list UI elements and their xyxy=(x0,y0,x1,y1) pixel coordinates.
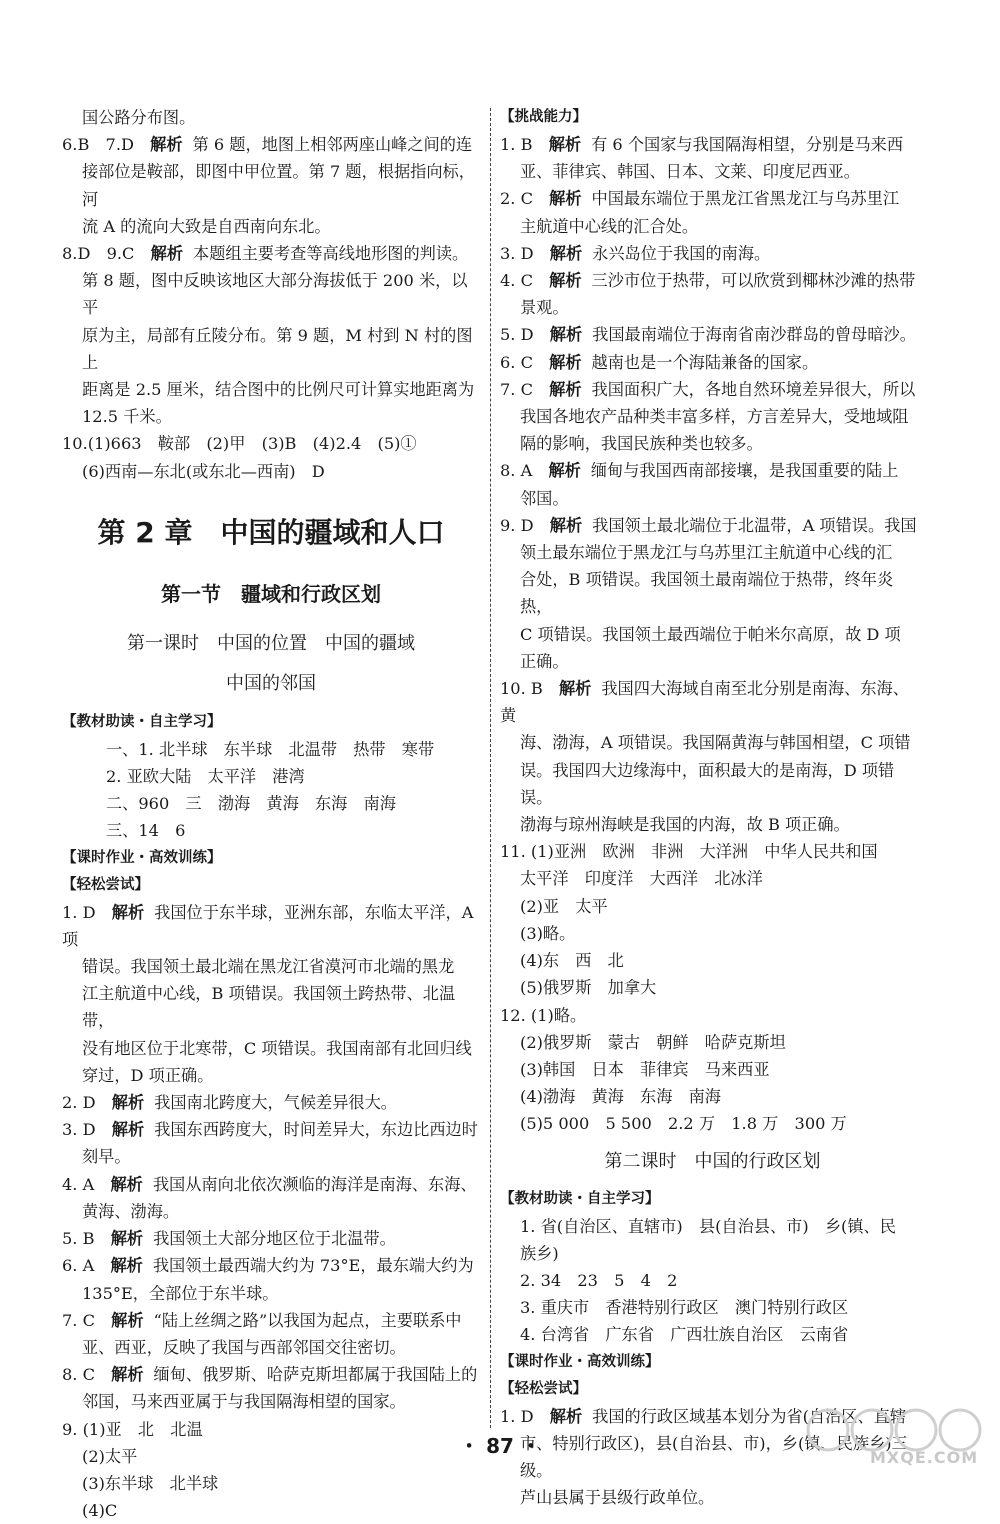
analysis-keyword: 解析 xyxy=(549,189,582,209)
line-text: 2. C xyxy=(500,189,550,209)
line-text: 5. D xyxy=(500,325,550,345)
text-line xyxy=(500,1110,925,1137)
text-line xyxy=(500,376,925,403)
section-heading: 【课时作业・高效训练】 xyxy=(500,1353,660,1370)
line-text: (5)俄罗斯 加拿大 xyxy=(520,978,657,998)
text-line xyxy=(500,403,925,430)
line-text: 2. D xyxy=(62,1093,112,1113)
analysis-keyword: 解析 xyxy=(111,1120,145,1140)
analysis-text: 我国东西跨度大，时间差异大，东边比西边时 xyxy=(154,1120,478,1140)
text-line xyxy=(62,1225,480,1252)
line-text: 1. B xyxy=(500,135,549,154)
text-line xyxy=(500,213,925,240)
line-text: 8.D 9.C xyxy=(62,244,151,264)
line-text: 7. C xyxy=(500,379,550,399)
text-line xyxy=(62,158,480,212)
analysis-keyword: 解析 xyxy=(549,379,582,399)
line-text: 距离是 2.5 厘米，结合图中的比例尺可计算实地距离为 xyxy=(82,380,475,400)
analysis-keyword: 解析 xyxy=(549,325,583,345)
text-line xyxy=(62,322,480,376)
analysis-keyword: 解析 xyxy=(111,1093,145,1113)
line-text: 邻国，马来西亚属于与我国隔海相望的国家。 xyxy=(82,1392,406,1412)
analysis-keyword: 解析 xyxy=(111,1365,144,1385)
text-line xyxy=(500,1213,925,1240)
line-text: 12. (1)略。 xyxy=(500,1005,587,1025)
line-text: 黄海、渤海。 xyxy=(82,1201,180,1221)
text-line xyxy=(500,539,925,566)
text-line xyxy=(62,1388,480,1415)
lesson-1-title-line-1: 第一课时 中国的位置 中国的疆域 xyxy=(127,632,415,654)
analysis-text: 三沙市位于热带，可以欣赏到椰林沙滩的热带 xyxy=(591,271,916,291)
text-line xyxy=(62,1171,480,1198)
text-line xyxy=(500,1240,925,1267)
text-line xyxy=(62,1361,480,1388)
text-line xyxy=(62,267,480,321)
line-text: 刻早。 xyxy=(82,1147,131,1167)
text-line xyxy=(62,403,480,430)
text-line xyxy=(500,485,925,512)
line-text: 第 8 题，图中反映该地区大部分海拔低于 200 米，以平 xyxy=(82,271,468,318)
analysis-text: 越南也是一个海陆兼备的国家。 xyxy=(591,352,819,372)
text-line xyxy=(500,240,925,267)
line-text: (3)东半球 北半球 xyxy=(82,1473,219,1493)
text-line xyxy=(62,899,480,953)
text-line xyxy=(500,811,925,838)
line-text: 我国各地农产品种类丰富多样，方言差异大，受地域阻 xyxy=(520,407,909,427)
text-line xyxy=(500,974,925,1001)
line-text: 二、960 三 渤海 黄海 东海 南海 xyxy=(106,794,396,814)
text-line xyxy=(62,240,480,267)
line-text: 9. (1)亚 北 北温 xyxy=(62,1419,203,1439)
left-answers-top xyxy=(62,104,480,485)
section-heading: 【轻松尝试】 xyxy=(500,1380,587,1397)
text-line xyxy=(62,953,480,980)
line-text: 国公路分布图。 xyxy=(82,108,196,127)
analysis-text: 我国位于东半球，亚洲东部，东临太平洋，A 项 xyxy=(62,902,479,949)
analysis-text: 缅甸与我国西南部接壤，是我国重要的陆上 xyxy=(590,461,899,481)
text-line xyxy=(62,1143,480,1170)
analysis-text: 永兴岛位于我国的南海。 xyxy=(592,243,771,263)
line-text: 1. D xyxy=(62,902,112,922)
analysis-text: 我国领土大部分地区位于北温带。 xyxy=(153,1229,396,1249)
right-answers-top xyxy=(500,104,925,1138)
lesson-1-title-line-2: 中国的邻国 xyxy=(226,672,316,694)
analysis-text: “陆上丝绸之路”以我国为起点，主要联系中 xyxy=(153,1310,462,1330)
line-text: 穿过，D 项正确。 xyxy=(82,1065,214,1085)
text-line xyxy=(62,1035,480,1062)
text-line xyxy=(62,131,480,158)
text-line xyxy=(62,1252,480,1279)
line-text: 主航道中心线的汇合处。 xyxy=(520,216,699,236)
analysis-keyword: 解析 xyxy=(150,135,183,155)
analysis-keyword: 解析 xyxy=(549,243,583,263)
text-line xyxy=(500,1029,925,1056)
line-text: 海、渤海，A 项错误。我国隔黄海与韩国相望，C 项错 xyxy=(520,733,911,753)
line-text: 1. 省(自治区、直辖市) 县(自治县、市) 乡(镇、民 xyxy=(520,1216,896,1236)
text-line xyxy=(500,321,925,348)
text-line xyxy=(500,838,925,865)
line-text: 芦山县属于县级行政单位。 xyxy=(520,1488,715,1508)
text-line xyxy=(62,1334,480,1361)
line-text: (5)5 000 5 500 2.2 万 1.8 万 300 万 xyxy=(520,1114,847,1134)
text-line xyxy=(500,947,925,974)
line-text: 三、14 6 xyxy=(106,821,186,841)
text-line xyxy=(500,131,925,158)
line-text: 8. A xyxy=(500,461,549,481)
line-text: (4)C xyxy=(82,1501,118,1521)
line-text: 族乡) xyxy=(520,1243,559,1263)
line-text: 没有地区位于北寒带，C 项错误。我国南部有北回归线 xyxy=(82,1038,472,1058)
text-line xyxy=(62,1497,480,1524)
line-text: 江主航道中心线，B 项错误。我国领土跨热带、北温带， xyxy=(82,984,456,1031)
text-line xyxy=(500,621,925,648)
line-text: 正确。 xyxy=(520,651,569,671)
text-line xyxy=(62,458,480,485)
line-text: (3)略。 xyxy=(520,923,576,943)
line-text: (6)西南—东北(或东北—西南) D xyxy=(82,461,325,481)
line-text: (3)韩国 日本 菲律宾 马来西亚 xyxy=(520,1059,770,1079)
analysis-text: 我国领土最北端位于北温带，A 项错误。我国 xyxy=(592,515,917,535)
text-line xyxy=(500,566,925,620)
chapter-title: 第 2 章 中国的疆域和人口 xyxy=(97,515,445,549)
text-line xyxy=(500,893,925,920)
text-line xyxy=(500,1321,925,1348)
line-text: 3. 重庆市 香港特别行政区 澳门特别行政区 xyxy=(520,1298,849,1318)
section-title: 第一节 疆域和行政区划 xyxy=(161,581,381,606)
line-text: 错误。我国领土最北端在黑龙江省漠河市北端的黑龙 xyxy=(82,957,455,977)
text-line xyxy=(500,1056,925,1083)
text-line xyxy=(500,648,925,675)
line-text: 流 A 的流向大致是自西南向东北。 xyxy=(82,216,331,236)
analysis-text: 我国四大海域自南至北分别是南海、东海、黄 xyxy=(500,679,909,726)
analysis-text: 我国最南端位于海南省南沙群岛的曾母暗沙。 xyxy=(592,325,916,345)
line-text: 误。我国四大边缘海中，面积最大的是南海，D 项错误。 xyxy=(520,760,895,807)
analysis-text: 本题组主要考查等高线地形图的判读。 xyxy=(193,244,469,264)
text-line xyxy=(62,1280,480,1307)
lesson-2-title: 第二课时 中国的行政区划 xyxy=(604,1150,821,1172)
analysis-keyword: 解析 xyxy=(549,271,582,291)
line-text: 12.5 千米。 xyxy=(82,407,172,427)
section-heading: 【挑战能力】 xyxy=(500,109,587,125)
right-column xyxy=(500,104,925,1511)
left-answers-bottom xyxy=(62,709,480,1524)
section-heading: 【课时作业・高效训练】 xyxy=(62,849,222,866)
text-line xyxy=(500,757,925,811)
section-heading: 【教材助读・自主学习】 xyxy=(62,713,222,730)
line-text: 4. A xyxy=(62,1174,111,1194)
text-line xyxy=(500,349,925,376)
line-text: C 项错误。我国领土最西端位于帕米尔高原，故 D 项 xyxy=(520,624,901,644)
line-text: 6. C xyxy=(500,352,550,372)
line-text: 领土最东端位于黑龙江与乌苏里江主航道中心线的汇 xyxy=(520,543,893,563)
section-heading: 【轻松尝试】 xyxy=(62,876,149,893)
analysis-text: 第 6 题，地图上相邻两座山峰之间的连 xyxy=(192,135,473,155)
text-line xyxy=(62,1470,480,1497)
analysis-text: 我国的行政区域基本划分为省(自治区、直辖 xyxy=(592,1406,907,1426)
text-line xyxy=(62,104,480,131)
text-line xyxy=(62,1116,480,1143)
line-text: (4)渤海 黄海 东海 南海 xyxy=(520,1087,721,1107)
line-text: 接部位是鞍部，即图中甲位置。第 7 题，根据指向标，河 xyxy=(82,162,475,209)
analysis-keyword: 解析 xyxy=(110,1229,144,1249)
line-text: 11. (1)亚洲 欧洲 非洲 大洋洲 中华人民共和国 xyxy=(500,842,878,862)
line-text: 邻国。 xyxy=(520,488,569,508)
line-text: 渤海与琼州海峡是我国的内海，故 B 项正确。 xyxy=(520,815,850,835)
line-text: 一、1. 北半球 东半球 北温带 热带 寒带 xyxy=(106,739,435,759)
line-text: 6. A xyxy=(62,1256,111,1276)
text-line xyxy=(62,430,480,457)
line-text: 4. C xyxy=(500,271,550,291)
left-column xyxy=(62,104,480,1524)
page-number: ・ 87 ・ xyxy=(459,1434,541,1458)
analysis-keyword: 解析 xyxy=(548,135,582,154)
line-text: 太平洋 印度洋 大西洋 北冰洋 xyxy=(520,869,763,889)
line-text: 隔的影响，我国民族种类也较多。 xyxy=(520,434,763,454)
text-line xyxy=(62,1198,480,1225)
line-text: 10.(1)663 鞍部 (2)甲 (3)B (4)2.4 (5)① xyxy=(62,434,417,454)
analysis-keyword: 解析 xyxy=(549,352,582,372)
text-line xyxy=(500,158,925,185)
column-divider xyxy=(490,108,491,1428)
text-line xyxy=(500,185,925,212)
text-line xyxy=(62,980,480,1034)
text-line xyxy=(500,1002,925,1029)
text-line xyxy=(500,457,925,484)
analysis-keyword: 解析 xyxy=(150,244,184,264)
line-text: (2)俄罗斯 蒙古 朝鲜 哈萨克斯坦 xyxy=(520,1032,786,1052)
analysis-text: 我国领土最西端大约为 73°E，最东端大约为 xyxy=(152,1256,474,1276)
line-text: 市、特别行政区)，县(自治县、市)，乡(镇、民族乡)三级。 xyxy=(520,1433,908,1480)
analysis-text: 中国最东端位于黑龙江省黑龙江与乌苏里江 xyxy=(591,189,900,209)
text-line xyxy=(62,790,480,817)
text-line xyxy=(500,294,925,321)
line-text: 6.B 7.D xyxy=(62,135,151,155)
analysis-text: 缅甸、俄罗斯、哈萨克斯坦都属于我国陆上的 xyxy=(153,1365,478,1385)
line-text: 3. D xyxy=(500,243,550,263)
line-text: 亚、菲律宾、韩国、日本、文莱、印度尼西亚。 xyxy=(520,162,860,182)
line-text: 亚、西亚，反映了我国与西部邻国交往密切。 xyxy=(82,1337,406,1357)
text-line xyxy=(62,1062,480,1089)
analysis-keyword: 解析 xyxy=(549,1406,583,1426)
analysis-keyword: 解析 xyxy=(111,902,145,922)
analysis-keyword: 解析 xyxy=(549,515,583,535)
line-text: 合处，B 项错误。我国领土最南端位于热带，终年炎热， xyxy=(520,570,894,617)
line-text: 4. 台湾省 广东省 广西壮族自治区 云南省 xyxy=(520,1325,849,1345)
analysis-keyword: 解析 xyxy=(110,1174,143,1194)
line-text: 3. D xyxy=(62,1120,112,1140)
line-text: 2. 34 23 5 4 2 xyxy=(520,1270,678,1290)
line-text: 10. B xyxy=(500,679,559,699)
text-line xyxy=(500,430,925,457)
text-line xyxy=(62,817,480,844)
line-text: 2. 亚欧大陆 太平洋 港湾 xyxy=(106,767,305,787)
analysis-text: 有 6 个国家与我国隔海相望，分别是马来西 xyxy=(591,135,904,154)
analysis-text: 我国面积广大，各地自然环境差异很大，所以 xyxy=(591,379,916,399)
watermark-text: MXQE.COM xyxy=(870,1448,979,1467)
text-line xyxy=(500,1484,925,1511)
text-line xyxy=(500,1267,925,1294)
text-line xyxy=(62,213,480,240)
line-text: 5. B xyxy=(62,1229,111,1249)
analysis-keyword: 解析 xyxy=(558,679,592,699)
text-line xyxy=(500,920,925,947)
section-heading: 【教材助读・自主学习】 xyxy=(500,1190,660,1207)
line-text: (2)太平 xyxy=(82,1446,138,1466)
analysis-keyword: 解析 xyxy=(548,461,581,481)
line-text: 135°E，全部位于东半球。 xyxy=(82,1283,279,1303)
line-text: 9. D xyxy=(500,515,550,535)
text-line xyxy=(62,1307,480,1334)
text-line xyxy=(62,763,480,790)
analysis-keyword: 解析 xyxy=(110,1256,143,1276)
line-text: 1. D xyxy=(500,1406,550,1426)
text-line xyxy=(62,376,480,403)
line-text: 7. C xyxy=(62,1310,112,1330)
line-text: 原为主，局部有丘陵分布。第 9 题，M 村到 N 村的图上 xyxy=(82,325,473,372)
line-text: (4)东 西 北 xyxy=(520,951,624,971)
text-line xyxy=(500,512,925,539)
analysis-text: 我国南北跨度大，气候差异很大。 xyxy=(154,1093,397,1113)
line-text: 景观。 xyxy=(520,298,569,318)
analysis-text: 我国从南向北依次濒临的海洋是南海、东海、 xyxy=(152,1174,477,1194)
text-line xyxy=(500,865,925,892)
text-line xyxy=(500,729,925,756)
text-line xyxy=(500,1294,925,1321)
text-line xyxy=(62,736,480,763)
analysis-keyword: 解析 xyxy=(111,1310,144,1330)
text-line xyxy=(500,1083,925,1110)
line-text: (2)亚 太平 xyxy=(520,896,608,916)
line-text: 8. C xyxy=(62,1365,112,1385)
text-line xyxy=(500,675,925,729)
text-line xyxy=(62,1089,480,1116)
text-line xyxy=(500,267,925,294)
